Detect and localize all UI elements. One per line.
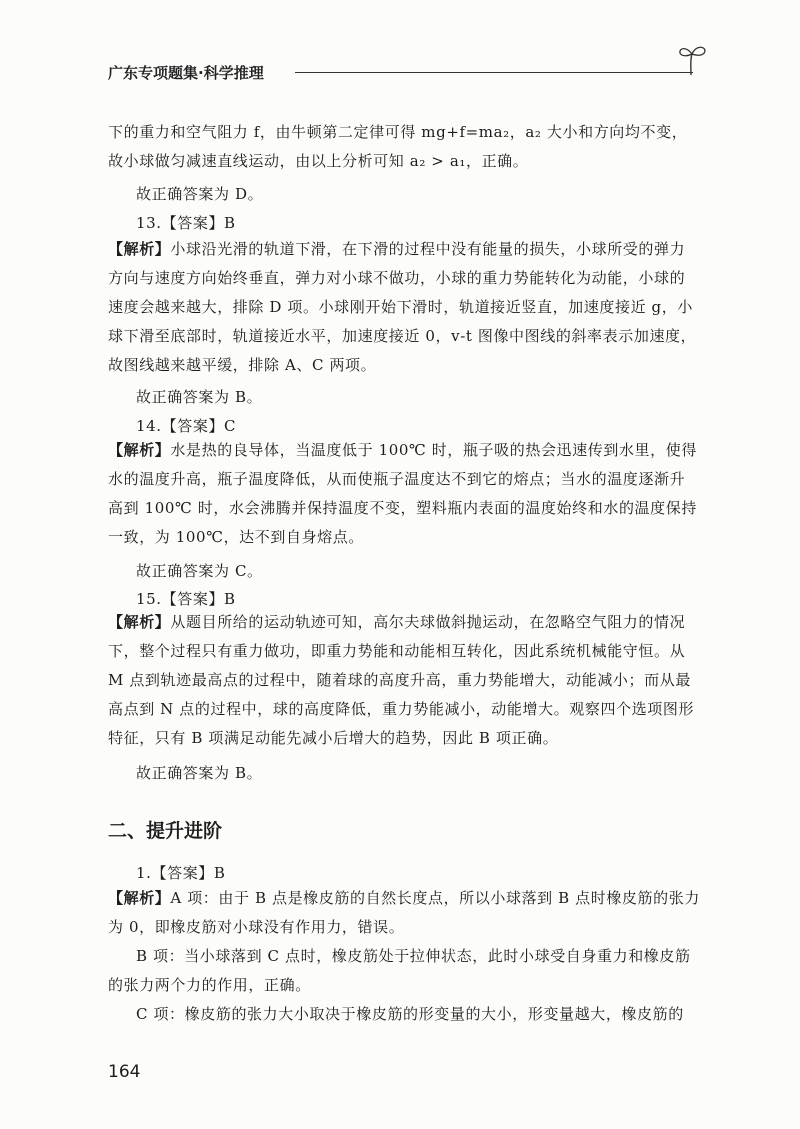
question-15-answer: 15.【答案】B — [136, 590, 236, 608]
question-14-answer: 14.【答案】C — [136, 417, 237, 435]
sprout-icon — [676, 42, 710, 76]
conclusion-13: 故正确答案为 B。 — [136, 388, 263, 406]
analysis-13: 【解析】小球沿光滑的轨道下滑，在下滑的过程中没有能量的损失，小球所受的弹力方向与速度方向始终垂直，弹力对小球不做功，小球的重力势能转化为动能，小球的速度会越来越大，排除 D 项。小球刚开始下滑时，轨道接近竖直，加速度接近 g，小球下滑至底部时，轨道接近水平，加速度接近 0，v-t 图像中图线的斜率表示加速度，故图线越来越平缓，排除 A、C 两项。 — [108, 240, 697, 374]
analysis-tag: 【解析】 — [108, 889, 171, 907]
conclusion-14: 故正确答案为 C。 — [136, 562, 263, 580]
analysis-14: 【解析】水是热的良导体，当温度低于 100℃ 时，瓶子吸的热会迅速传到水里，使得水的温度升高，瓶子温度降低，从而使瓶子温度达不到它的熔点；当水的温度逐渐升高到 100℃ 时，水会沸腾并保持温度不变，塑料瓶内表面的温度始终和水的温度保持一致，为 100℃，达不到自身熔点。 — [108, 441, 697, 546]
question-13-answer: 13.【答案】B — [136, 214, 236, 232]
section-heading: 二、提升进阶 — [108, 820, 223, 842]
header-rule — [295, 72, 693, 73]
paragraph-continuation: 下的重力和空气阻力 f，由牛顿第二定律可得 mg+f=ma₂，a₂ 大小和方向均不变，故小球做匀减速直线运动，由以上分析可知 a₂ > a₁，正确。 — [108, 123, 688, 170]
analysis-tag: 【解析】 — [108, 240, 171, 258]
analysis-tag: 【解析】 — [108, 613, 171, 631]
analysis-tag: 【解析】 — [108, 441, 171, 459]
question-1-answer: 1.【答案】B — [136, 864, 226, 882]
analysis-1-option-a: 【解析】A 项：由于 B 点是橡皮筋的自然长度点，所以小球落到 B 点时橡皮筋的张力为 0，即橡皮筋对小球没有作用力，错误。 — [108, 889, 700, 936]
conclusion-15: 故正确答案为 B。 — [136, 764, 263, 782]
conclusion-12: 故正确答案为 D。 — [136, 185, 264, 203]
analysis-1-option-c: C 项：橡皮筋的张力大小取决于橡皮筋的形变量的大小，形变量越大，橡皮筋的 — [136, 1005, 684, 1023]
page-number: 164 — [108, 1062, 141, 1082]
analysis-1-option-b: B 项：当小球落到 C 点时，橡皮筋处于拉伸状态，此时小球受自身重力和橡皮筋的张力两个力的作用，正确。 — [108, 947, 691, 994]
analysis-15: 【解析】从题目所给的运动轨迹可知，高尔夫球做斜抛运动，在忽略空气阻力的情况下，整个过程只有重力做功，即重力势能和动能相互转化，因此系统机械能守恒。从 M 点到轨迹最高点的过程中，随着球的高度升高，重力势能增大，动能减小；而从最高点到 N 点的过程中，球的高度降低，重力势能减小，动能增大。观察四个选项图形特征，只有 B 项满足动能先减小后增大的趋势，因此 B 项正确。 — [108, 613, 695, 747]
running-header: 广东专项题集·科学推理 — [108, 64, 264, 82]
